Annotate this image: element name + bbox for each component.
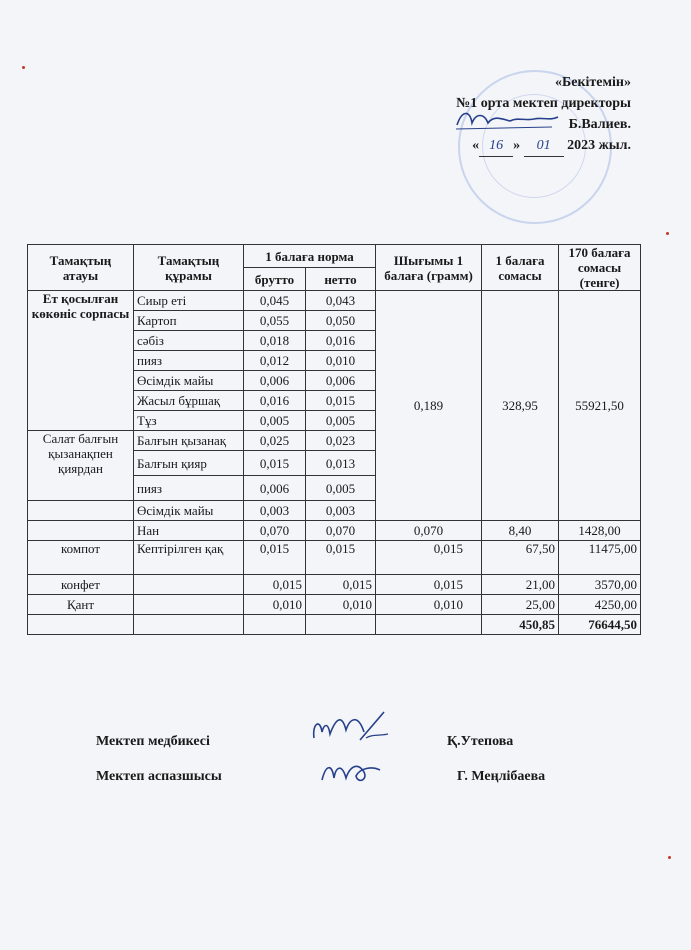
brutto-value: 0,025 [244,431,306,451]
dish-name: Қант [28,595,134,615]
scan-speck [666,232,669,235]
brutto-value: 0,010 [244,595,306,615]
brutto-value: 0,005 [244,411,306,431]
cost-all-value: 3570,00 [559,575,641,595]
director-name: Б.Валиев. [568,117,631,132]
cost-all-value: 4250,00 [559,595,641,615]
brutto-value: 0,045 [244,291,306,311]
table-row [28,541,641,575]
netto-value: 0,003 [306,501,376,521]
netto-value: 0,050 [306,311,376,331]
ingredient: сәбіз [134,331,244,351]
output-value: 0,070 [376,521,482,541]
dish-name: конфет [28,575,134,595]
output-value: 0,010 [376,595,482,615]
brutto-value: 0,012 [244,351,306,371]
ingredient: пияз [134,351,244,371]
scan-speck [668,856,671,859]
brutto-value: 0,015 [244,541,306,575]
brutto-value: 0,055 [244,311,306,331]
approval-date: « 16 » 01 2023 жыл. [371,135,631,157]
header-norm: 1 балаға норма [244,245,376,268]
ingredient: пияз [134,476,244,501]
header-cost-all: 170 балаға сомасы (тенге) [559,245,641,291]
header-netto: нетто [306,268,376,291]
ingredient: Балғын қияр [134,451,244,476]
netto-value: 0,006 [306,371,376,391]
total-cost-all: 76644,50 [559,615,641,635]
netto-value: 0,005 [306,411,376,431]
brutto-value: 0,070 [244,521,306,541]
ingredient: Нан [134,521,244,541]
table-row-total [28,615,641,635]
netto-value: 0,043 [306,291,376,311]
director-signature [452,105,562,135]
output-value: 0,015 [376,575,482,595]
cook-name: Г. Меңлібаева [457,769,546,784]
netto-value: 0,005 [306,476,376,501]
menu-table [27,244,641,635]
netto-value: 0,010 [306,351,376,371]
netto-value: 0,023 [306,431,376,451]
table-row [28,595,641,615]
ingredient: Жасыл бұршақ [134,391,244,411]
cook-signature [318,754,388,788]
brutto-value: 0,006 [244,371,306,391]
header-brutto: брутто [244,268,306,291]
output-value: 0,015 [376,541,482,575]
ingredient: Сиыр еті [134,291,244,311]
brutto-value: 0,015 [244,575,306,595]
date-year: 2023 жыл. [567,138,631,153]
netto-value: 0,015 [306,541,376,575]
header-composition: Тамақтың құрамы [134,245,244,291]
ingredient: Кептірілген қақ [134,541,244,575]
soup-cost-one: 328,95 [482,291,559,521]
table-row [28,291,641,311]
netto-value: 0,013 [306,451,376,476]
soup-name: Ет қосылған көкөніс сорпасы [28,291,134,431]
brutto-value: 0,018 [244,331,306,351]
cost-one-value: 25,00 [482,595,559,615]
header-dish-name: Тамақтың атауы [28,245,134,291]
approval-title: «Бекітемін» [554,75,631,90]
dish-name: компот [28,541,134,575]
cost-all-value: 11475,00 [559,541,641,575]
scan-speck [22,66,25,69]
nurse-name: Қ.Утепова [447,734,514,749]
cost-one-value: 21,00 [482,575,559,595]
salad-name: Салат балғын қызанақпен қиярдан [28,431,134,501]
cook-title: Мектеп аспазшысы [96,769,222,784]
netto-value: 0,016 [306,331,376,351]
cost-all-value: 1428,00 [559,521,641,541]
ingredient: Картоп [134,311,244,331]
cost-one-value: 67,50 [482,541,559,575]
brutto-value: 0,003 [244,501,306,521]
table-row [28,575,641,595]
nurse-title: Мектеп медбикесі [96,734,210,749]
brutto-value: 0,016 [244,391,306,411]
date-day: 16 [479,135,513,157]
netto-value: 0,015 [306,391,376,411]
soup-output: 0,189 [376,291,482,521]
brutto-value: 0,015 [244,451,306,476]
netto-value: 0,010 [306,595,376,615]
netto-value: 0,070 [306,521,376,541]
brutto-value: 0,006 [244,476,306,501]
ingredient: Өсімдік майы [134,371,244,391]
ingredient: Өсімдік майы [134,501,244,521]
director-position: №1 орта мектеп директоры [456,96,631,111]
ingredient: Балғын қызанақ [134,431,244,451]
netto-value: 0,015 [306,575,376,595]
nurse-signature [306,704,396,748]
cost-one-value: 8,40 [482,521,559,541]
header-output: Шығымы 1 балаға (грамм) [376,245,482,291]
date-month: 01 [524,135,564,157]
total-cost-one: 450,85 [482,615,559,635]
ingredient: Тұз [134,411,244,431]
soup-cost-all: 55921,50 [559,291,641,521]
header-cost-one: 1 балаға сомасы [482,245,559,291]
table-row [28,521,641,541]
